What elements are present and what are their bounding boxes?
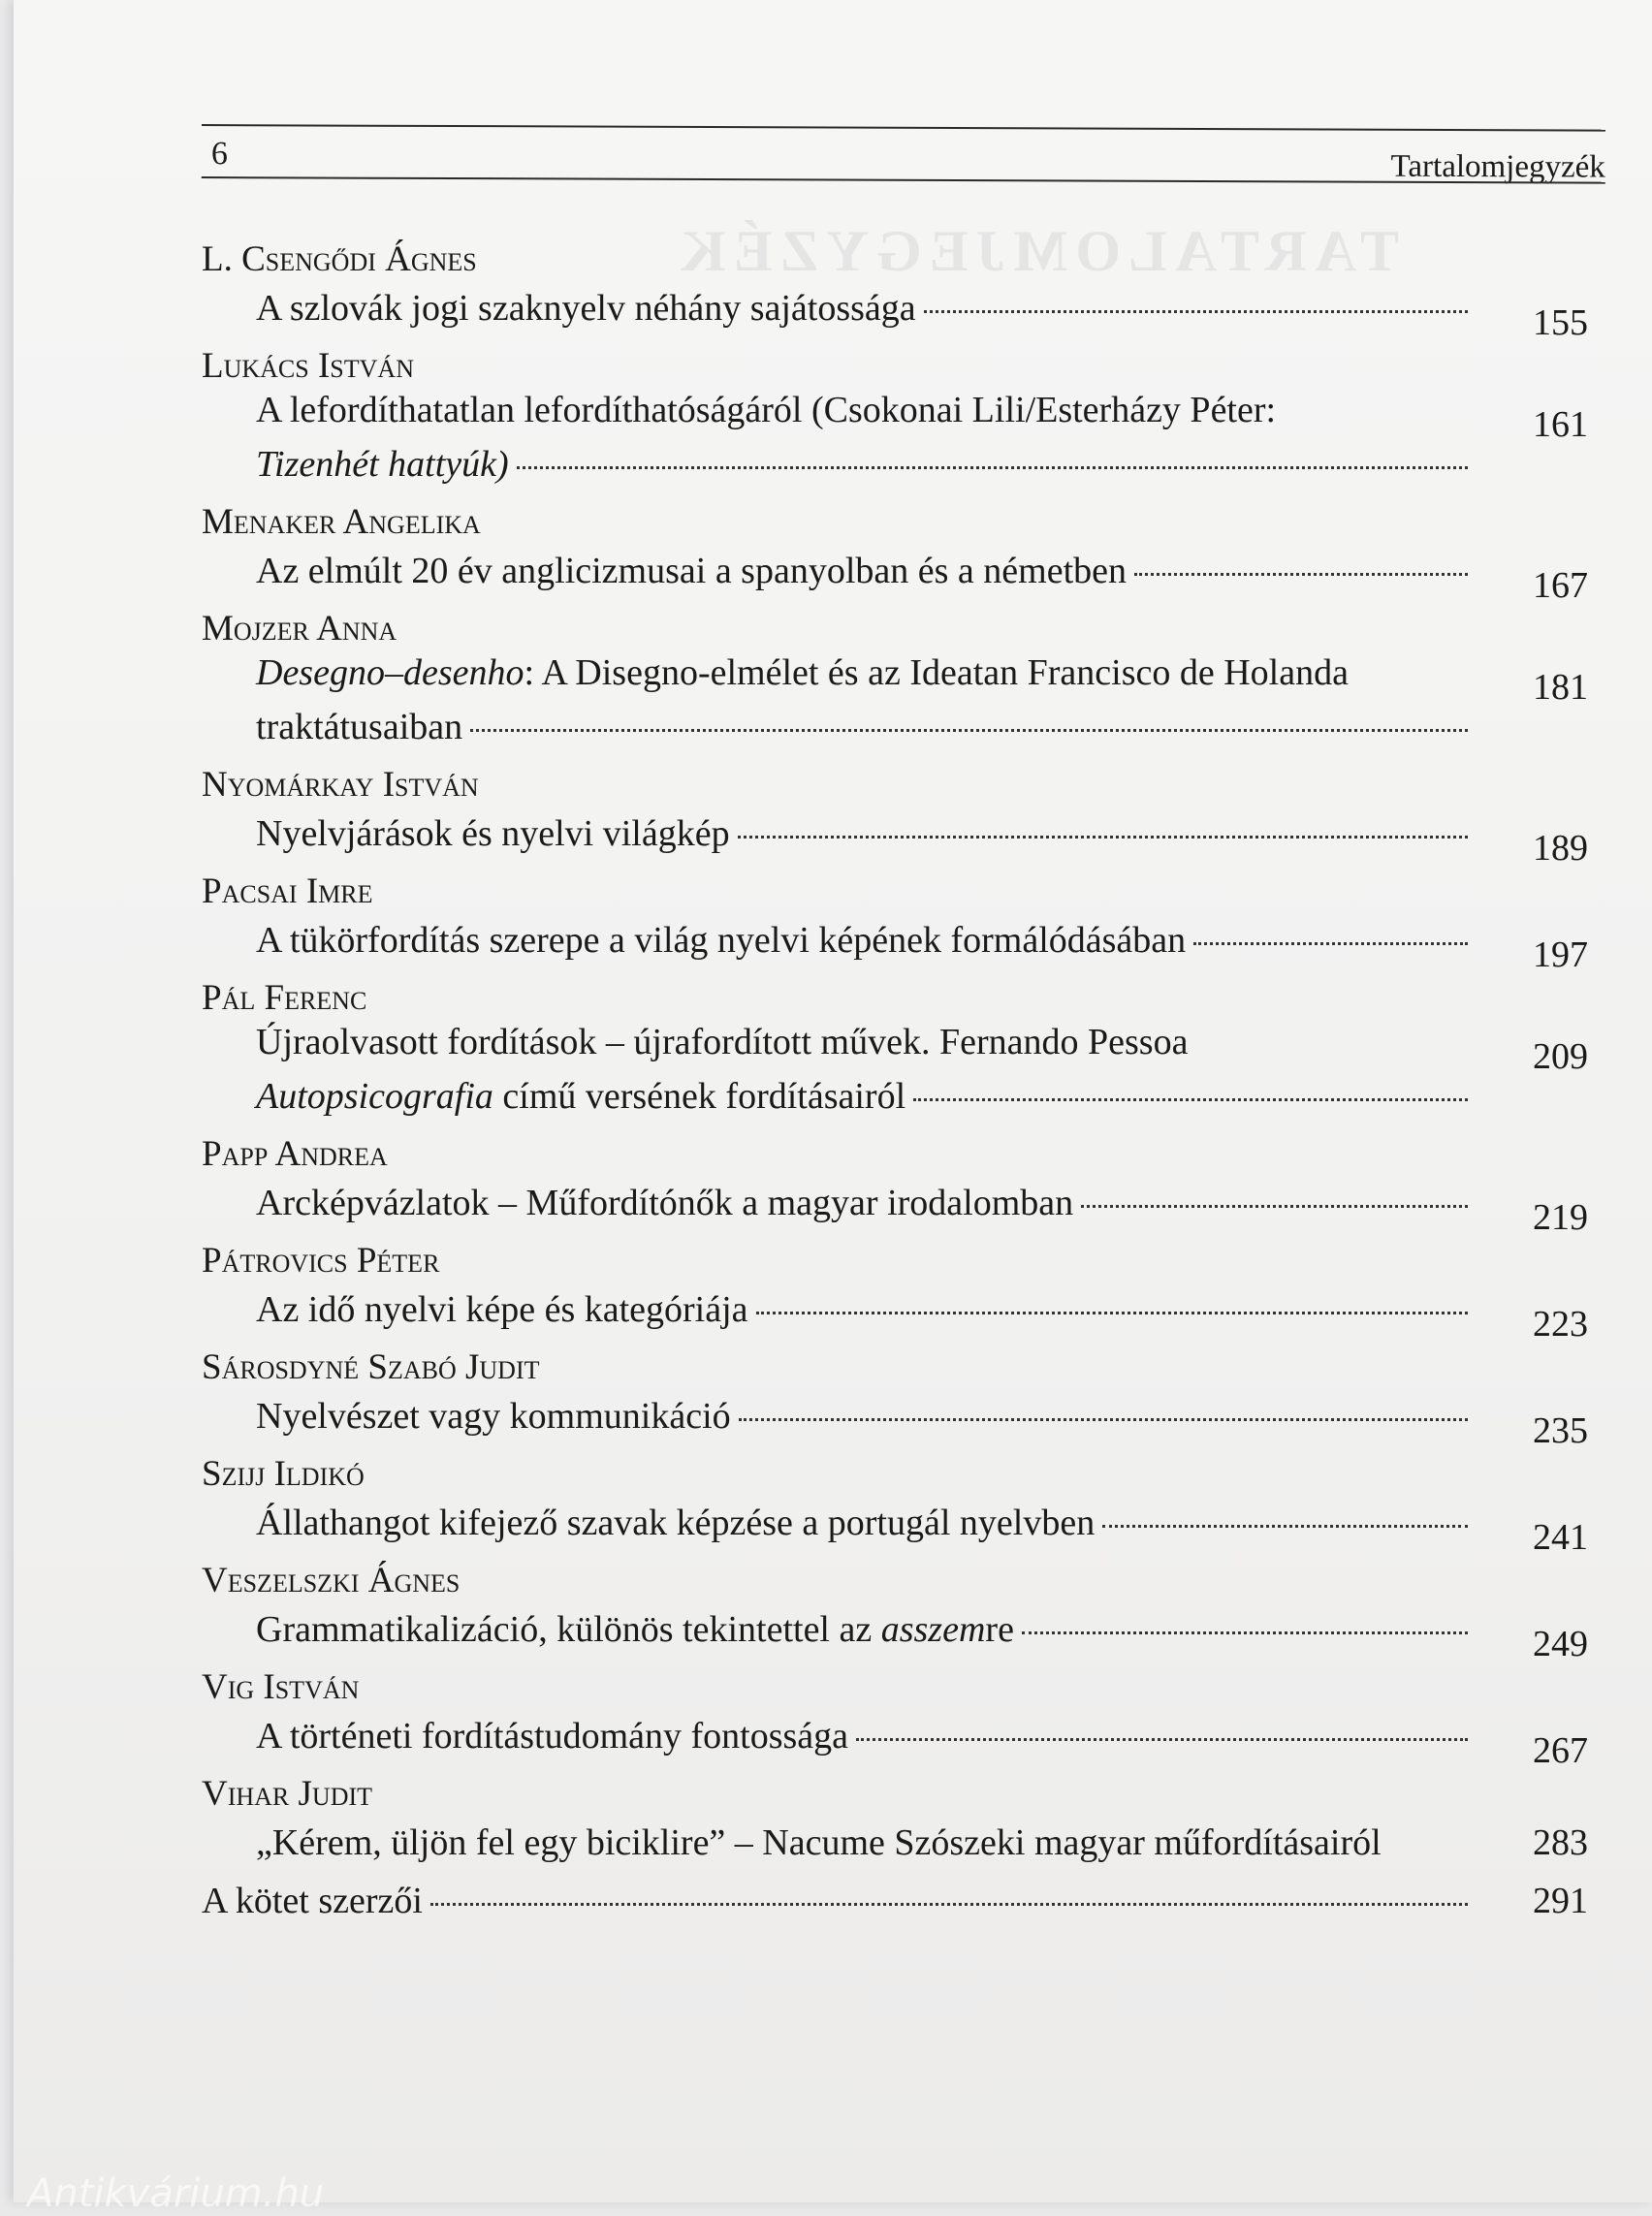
toc-entry — [202, 1125, 1588, 1238]
toc-title: Az idő nyelvi képe és kategóriája — [256, 1289, 748, 1330]
toc-title: Az elmúlt 20 év anglicizmusai a spanyolban és a németben — [256, 551, 1127, 591]
dot-leader — [1022, 1631, 1468, 1634]
toc-entry — [202, 1659, 1588, 1771]
dot-leader — [739, 1418, 1468, 1421]
toc-page-number: 283 — [1533, 1822, 1588, 1863]
toc-page-number: 189 — [1533, 828, 1588, 869]
toc-title-continued: Autopsicografia című versének fordításairól — [256, 1076, 906, 1117]
toc-page-number: 167 — [1533, 565, 1588, 606]
toc-title: Nyelvészet vagy kommunikáció — [256, 1396, 731, 1437]
toc-page-number: 161 — [1533, 404, 1588, 445]
toc-page-number: 219 — [1533, 1197, 1588, 1238]
toc-page-number: 223 — [1533, 1304, 1588, 1345]
toc-title: A lefordíthatatlan lefordíthatóságáról (Csokonai Lili/Esterházy Péter: — [256, 390, 1277, 430]
toc-author: Pátrovics Péter — [202, 1241, 440, 1281]
toc-title-line[interactable] — [202, 386, 1588, 445]
toc-title: A történeti fordítástudomány fontossága — [256, 1716, 849, 1757]
toc-entry — [202, 1765, 1588, 1872]
toc-title-line[interactable] — [202, 1387, 1588, 1451]
dot-leader — [738, 836, 1468, 839]
book-page — [14, 0, 1652, 2216]
toc-title-line[interactable] — [202, 911, 1588, 975]
bleed-through-heading: TARTALOMJEGYZÉK — [673, 219, 1400, 283]
page-header — [194, 124, 1605, 207]
dot-leader — [856, 1738, 1468, 1741]
toc-title: „Kérem, üljön fel egy biciklire” – Nacume Szószeki magyar műfordításairól — [256, 1822, 1382, 1863]
dot-leader — [1134, 573, 1468, 576]
dot-leader — [1102, 1525, 1468, 1528]
toc-entry — [202, 969, 1588, 1125]
toc-entry — [202, 1232, 1588, 1345]
toc-title: Állathangot kifejező szavak képzése a portugál nyelvben — [256, 1503, 1096, 1543]
toc-page-number: 197 — [1533, 934, 1588, 975]
toc-title: A kötet szerzői — [202, 1881, 423, 1921]
toc-title-line[interactable] — [202, 1018, 1588, 1077]
toc-page-number: 209 — [1533, 1036, 1588, 1077]
toc-title-continued: traktátusaiban — [256, 707, 463, 747]
page-number: 6 — [210, 136, 228, 173]
toc-entry — [202, 756, 1588, 869]
toc-title-line[interactable] — [202, 698, 1588, 756]
toc-entry — [202, 493, 1588, 606]
toc-title: A tükörfordítás szerepe a világ nyelvi képének formálódásában — [256, 920, 1187, 961]
toc-page-number: 249 — [1533, 1624, 1588, 1664]
toc-author: Veszelszki Ágnes — [202, 1561, 461, 1600]
toc-entry — [202, 863, 1588, 975]
toc-page-number: 267 — [1533, 1730, 1588, 1771]
toc-title-line[interactable] — [202, 279, 1588, 343]
toc-title-line[interactable] — [202, 805, 1588, 869]
dot-leader — [1193, 942, 1468, 945]
dot-leader — [913, 1098, 1468, 1101]
toc-title-line[interactable] — [202, 1707, 1588, 1771]
toc-author: Papp Andrea — [202, 1134, 388, 1174]
toc-title-continued: Tizenhét hattyúk) — [256, 444, 509, 485]
toc-author: Mojzer Anna — [202, 609, 397, 649]
toc-author: Lukács István — [202, 346, 414, 386]
toc-title: Nyelvjárások és nyelvi világkép — [256, 813, 730, 854]
toc-page-number: 291 — [1533, 1881, 1588, 1921]
dot-leader — [470, 729, 1468, 732]
toc-title-line[interactable] — [202, 1281, 1588, 1345]
toc-entry — [202, 1339, 1588, 1451]
toc-author: L. Csengődi Ágnes — [202, 239, 477, 279]
toc-closing-entry[interactable] — [202, 1872, 1588, 1930]
toc-title: A szlovák jogi szaknyelv néhány sajátossága — [256, 288, 916, 329]
toc-author: Vig István — [202, 1667, 360, 1707]
toc-author: Szijj Ildikó — [202, 1454, 365, 1494]
toc-title-line[interactable] — [202, 542, 1588, 606]
toc-entry — [202, 1445, 1588, 1558]
toc-title: Desegno–desenho: A Disegno-elmélet és az Ideatan Francisco de Holanda — [256, 652, 1349, 693]
toc-entry — [202, 600, 1588, 756]
toc-entry — [202, 337, 1588, 493]
toc-page-number: 241 — [1533, 1517, 1588, 1558]
toc-title-line[interactable] — [202, 1600, 1588, 1664]
toc-author: Pacsai Imre — [202, 871, 373, 911]
header-top-rule — [202, 124, 1605, 132]
italic-term: asszem — [880, 1609, 986, 1650]
dot-leader — [430, 1903, 1468, 1906]
toc-title: Arcképvázlatok – Műfordítónők a magyar irodalomban — [256, 1183, 1074, 1223]
toc-author: Nyomárkay István — [202, 765, 479, 805]
toc-author: Menaker Angelika — [202, 502, 481, 542]
toc-page-number: 235 — [1533, 1410, 1588, 1451]
running-head: Tartalomjegyzék — [1390, 148, 1605, 185]
toc-author: Sárosdyné Szabó Judit — [202, 1347, 540, 1387]
dot-leader — [924, 310, 1468, 313]
toc-title-line[interactable] — [202, 1174, 1588, 1238]
toc-title-line[interactable] — [202, 1067, 1588, 1125]
dot-leader — [756, 1312, 1468, 1314]
italic-term: Autopsicografia — [256, 1076, 493, 1117]
italic-term: Desegno–desenho — [256, 652, 524, 693]
toc-title-line[interactable] — [202, 649, 1588, 708]
toc-title: Újraolvasott fordítások – újrafordított művek. Fernando Pessoa — [256, 1022, 1189, 1062]
watermark: Antikvárium.hu — [27, 2171, 325, 2216]
toc-entry — [202, 1552, 1588, 1664]
table-of-contents — [202, 231, 1588, 1930]
dot-leader — [1081, 1205, 1468, 1208]
toc-page-number: 155 — [1533, 302, 1588, 343]
toc-page-number: 181 — [1533, 667, 1588, 708]
toc-author: Pál Ferenc — [202, 978, 367, 1018]
toc-title-line[interactable] — [202, 435, 1588, 493]
dot-leader — [517, 466, 1468, 469]
toc-title: Grammatikalizáció, különös tekintettel az asszemre — [256, 1609, 1014, 1650]
toc-title-line[interactable] — [202, 1814, 1588, 1872]
toc-author: Vihar Judit — [202, 1774, 373, 1814]
toc-entry — [202, 231, 1588, 343]
toc-title-line[interactable] — [202, 1494, 1588, 1558]
